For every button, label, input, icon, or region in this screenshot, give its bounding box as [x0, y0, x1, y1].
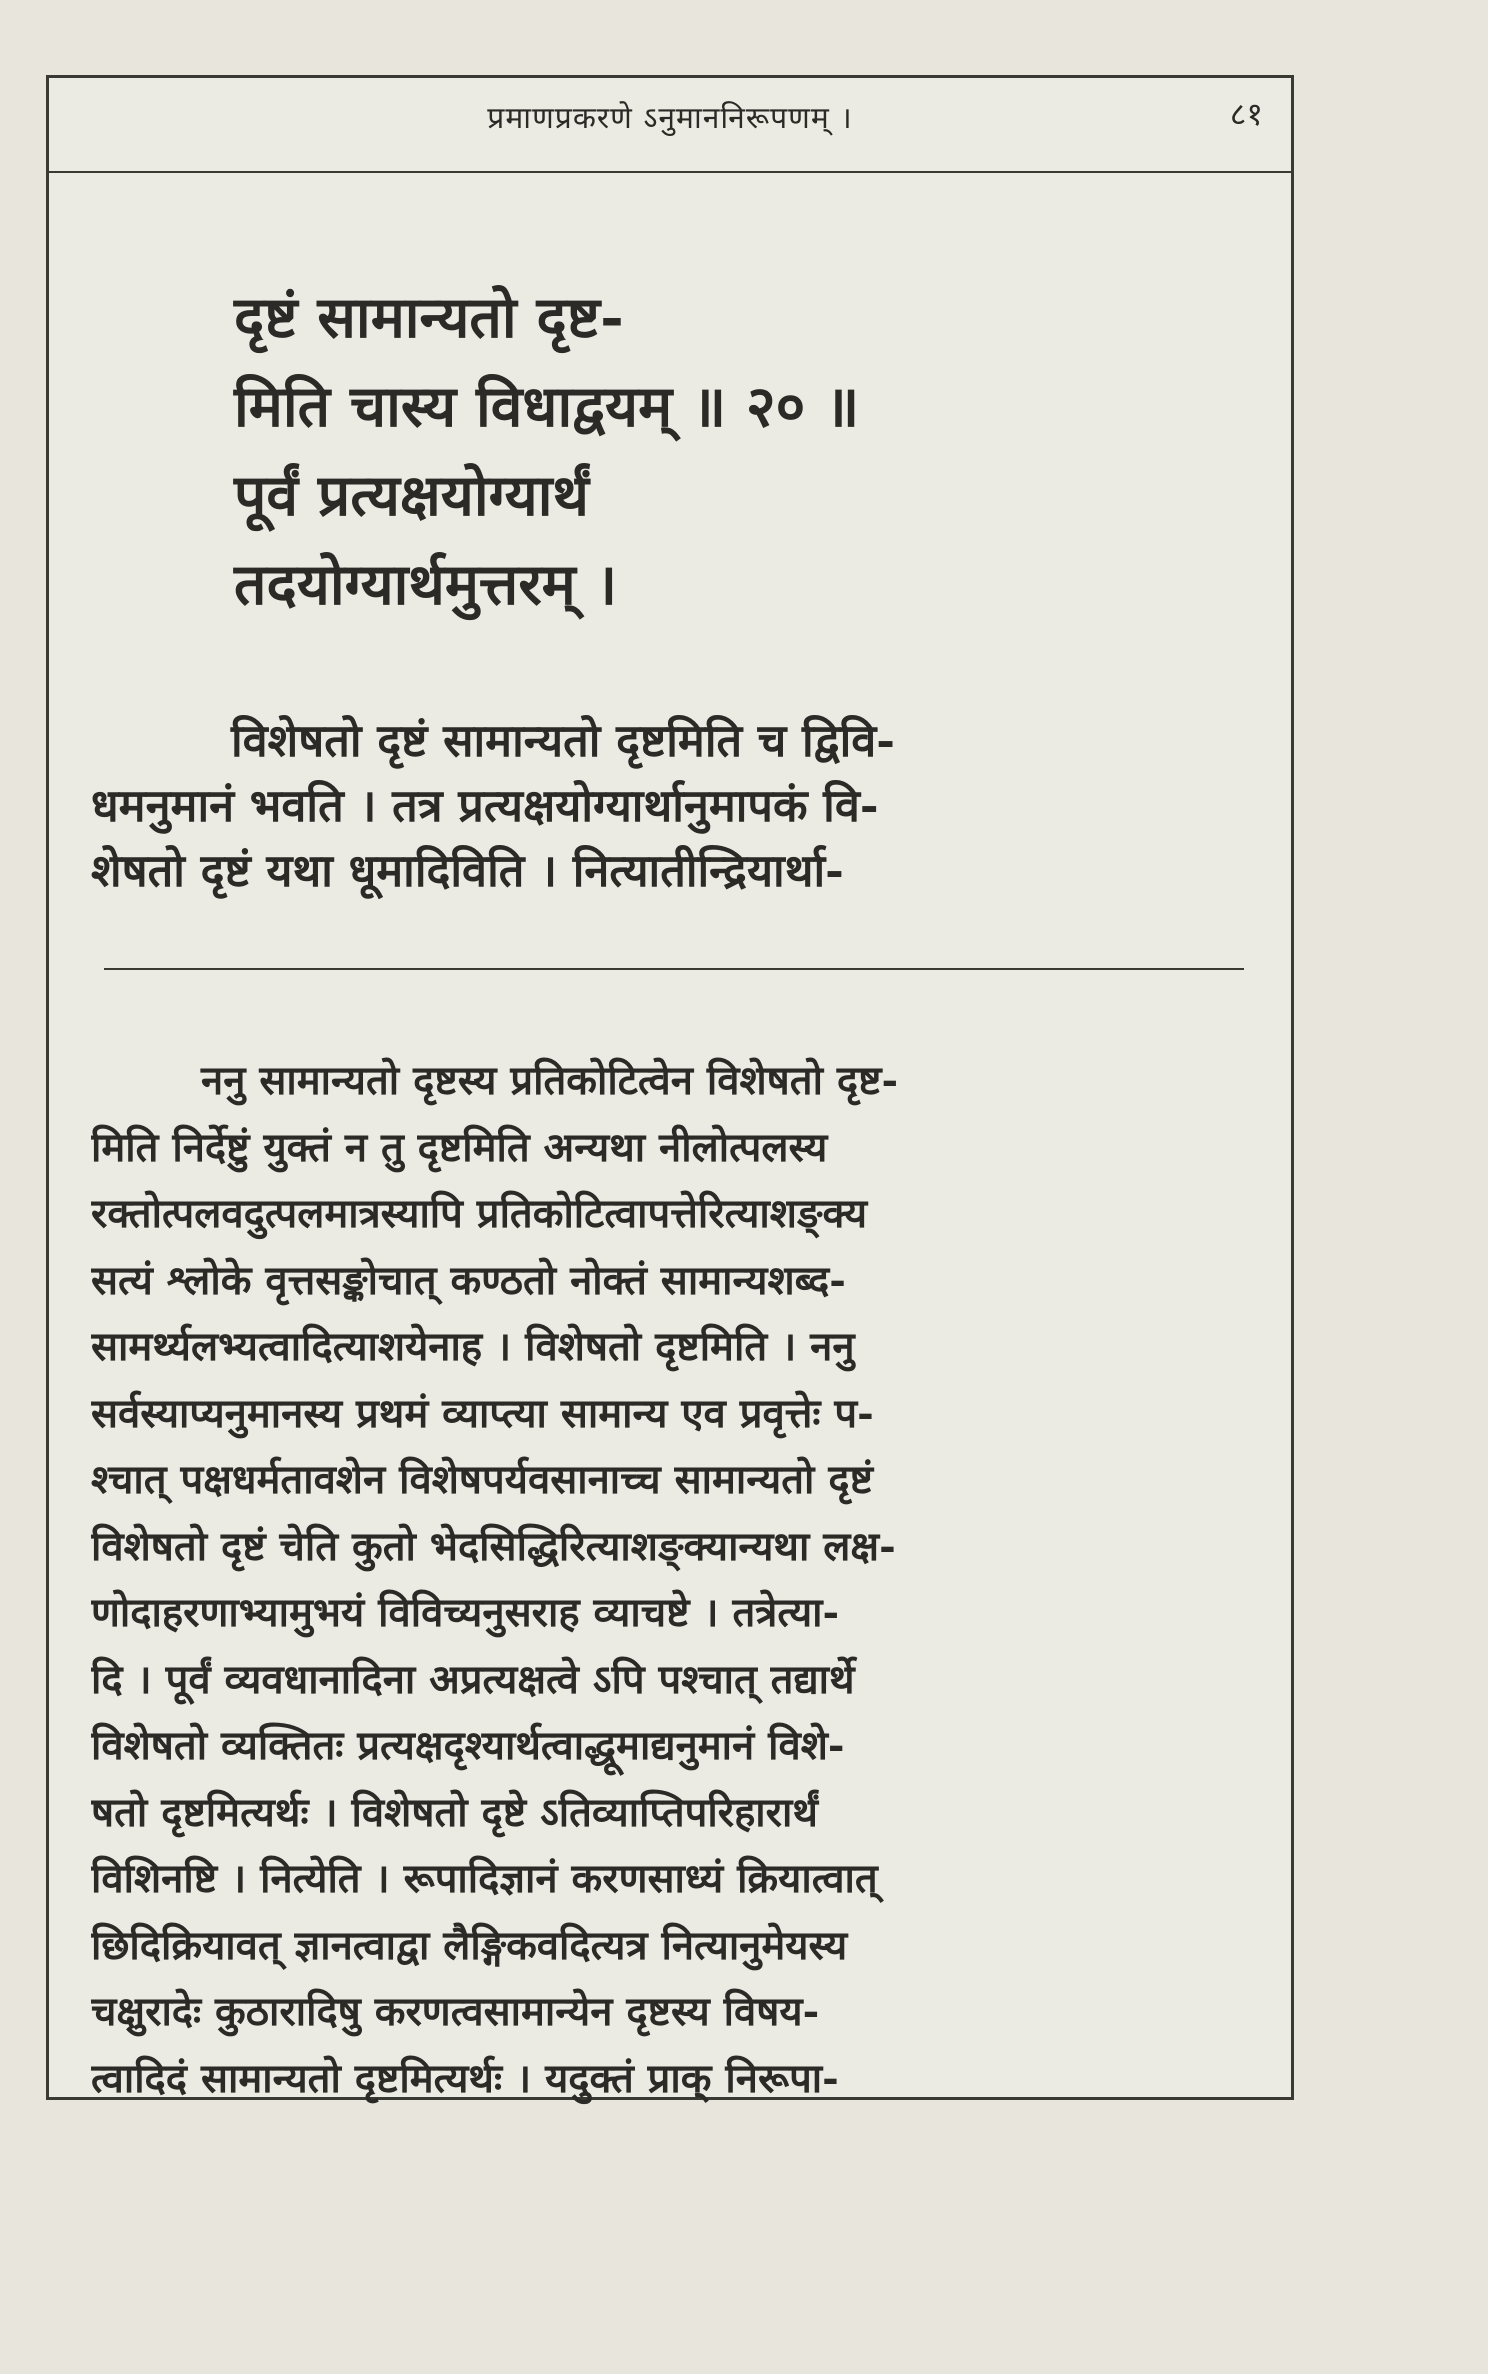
gloss-line: श्चात् पक्षधर्मतावशेन विशेषपर्यवसानाच्च सामान्यतो दृष्टं: [91, 1456, 873, 1503]
gloss-line: त्वादिदं सामान्यतो दृष्टमित्यर्थः । यदुक्तं प्राक् निरूपा-: [91, 2054, 839, 2102]
gloss-line: चक्षुरादेः कुठारादिषु करणत्वसामान्येन दृष्टस्य विषय-: [91, 1988, 820, 2035]
gloss-line: दि । पूर्वं व्यवधानादिना अप्रत्यक्षत्वे ऽपि पश्चात् तद्यार्थे: [91, 1655, 855, 1703]
verse-line: दृष्टं सामान्यतो दृष्ट-: [234, 284, 624, 351]
page-frame: [46, 75, 1294, 2100]
header-title: प्रमाणप्रकरणे ऽनुमाननिरूपणम् ।: [487, 101, 853, 136]
verse-line: पूर्वं प्रत्यक्षयोग्यार्थं: [234, 462, 589, 529]
verse-block: [234, 273, 1234, 629]
gloss-line: सत्यं श्लोके वृत्तसङ्कोचात् कण्ठतो नोक्तं सामान्यशब्द-: [91, 1256, 846, 1304]
gloss-line: विशेषतो व्यक्तितः प्रत्यक्षदृश्यार्थत्वाद्धूमाद्यनुमानं विशे-: [91, 1722, 845, 1769]
running-header: [49, 78, 1291, 173]
gloss-line: णोदाहरणाभ्यामुभयं विविच्यनुसराह व्याचष्टे । तत्रेत्या-: [91, 1589, 840, 1636]
gloss-line: विशिनष्टि । नित्येति । रूपादिज्ञानं करणसाध्यं क्रियात्वात्: [91, 1855, 878, 1902]
gloss-line: सामर्थ्यलभ्यत्वादित्याशयेनाह । विशेषतो दृष्टमिति । ननु: [91, 1323, 855, 1370]
commentary-paragraph: [91, 708, 1251, 903]
gloss-line: विशेषतो दृष्टं चेति कुतो भेदसिद्धिरित्याशङ्क्यान्यथा लक्ष-: [91, 1522, 896, 1570]
verse-line: मिति चास्य विधाद्वयम् ॥ २० ॥: [234, 373, 860, 440]
gloss-line: मिति निर्देष्टुं युक्तं न तु दृष्टमिति अन्यथा नीलोत्पलस्य: [91, 1123, 828, 1171]
commentary-line: शेषतो दृष्टं यथा धूमादिविति । नित्यातीन्द्रियार्था-: [91, 844, 844, 897]
footnote-divider: [104, 968, 1244, 970]
page-number: ८१: [1229, 95, 1263, 133]
gloss-line: रक्तोत्पलवदुत्पलमात्रस्यापि प्रतिकोटित्वापत्तेरित्याशङ्क्य: [91, 1190, 868, 1237]
commentary-line: धमनुमानं भवति । तत्र प्रत्यक्षयोग्यार्थानुमापकं वि-: [91, 779, 879, 832]
gloss-line: छिदिक्रियावत् ज्ञानत्वाद्वा लैङ्गिकवदित्यत्र नित्यानुमेयस्य: [91, 1921, 848, 1969]
gloss-line: सर्वस्याप्यनुमानस्य प्रथमं व्याप्त्या सामान्य एव प्रवृत्तेः प-: [91, 1389, 874, 1437]
gloss-paragraph: [91, 1048, 1251, 2112]
gloss-line: ननु सामान्यतो दृष्टस्य प्रतिकोटित्वेन विशेषतो दृष्ट-: [201, 1057, 899, 1104]
gloss-line: षतो दृष्टमित्यर्थः । विशेषतो दृष्टे ऽतिव्याप्तिपरिहारार्थं: [91, 1788, 818, 1836]
verse-line: तदयोग्यार्थमुत्तरम् ।: [234, 551, 618, 618]
commentary-line: विशेषतो दृष्टं सामान्यतो दृष्टमिति च द्विवि-: [231, 714, 895, 767]
